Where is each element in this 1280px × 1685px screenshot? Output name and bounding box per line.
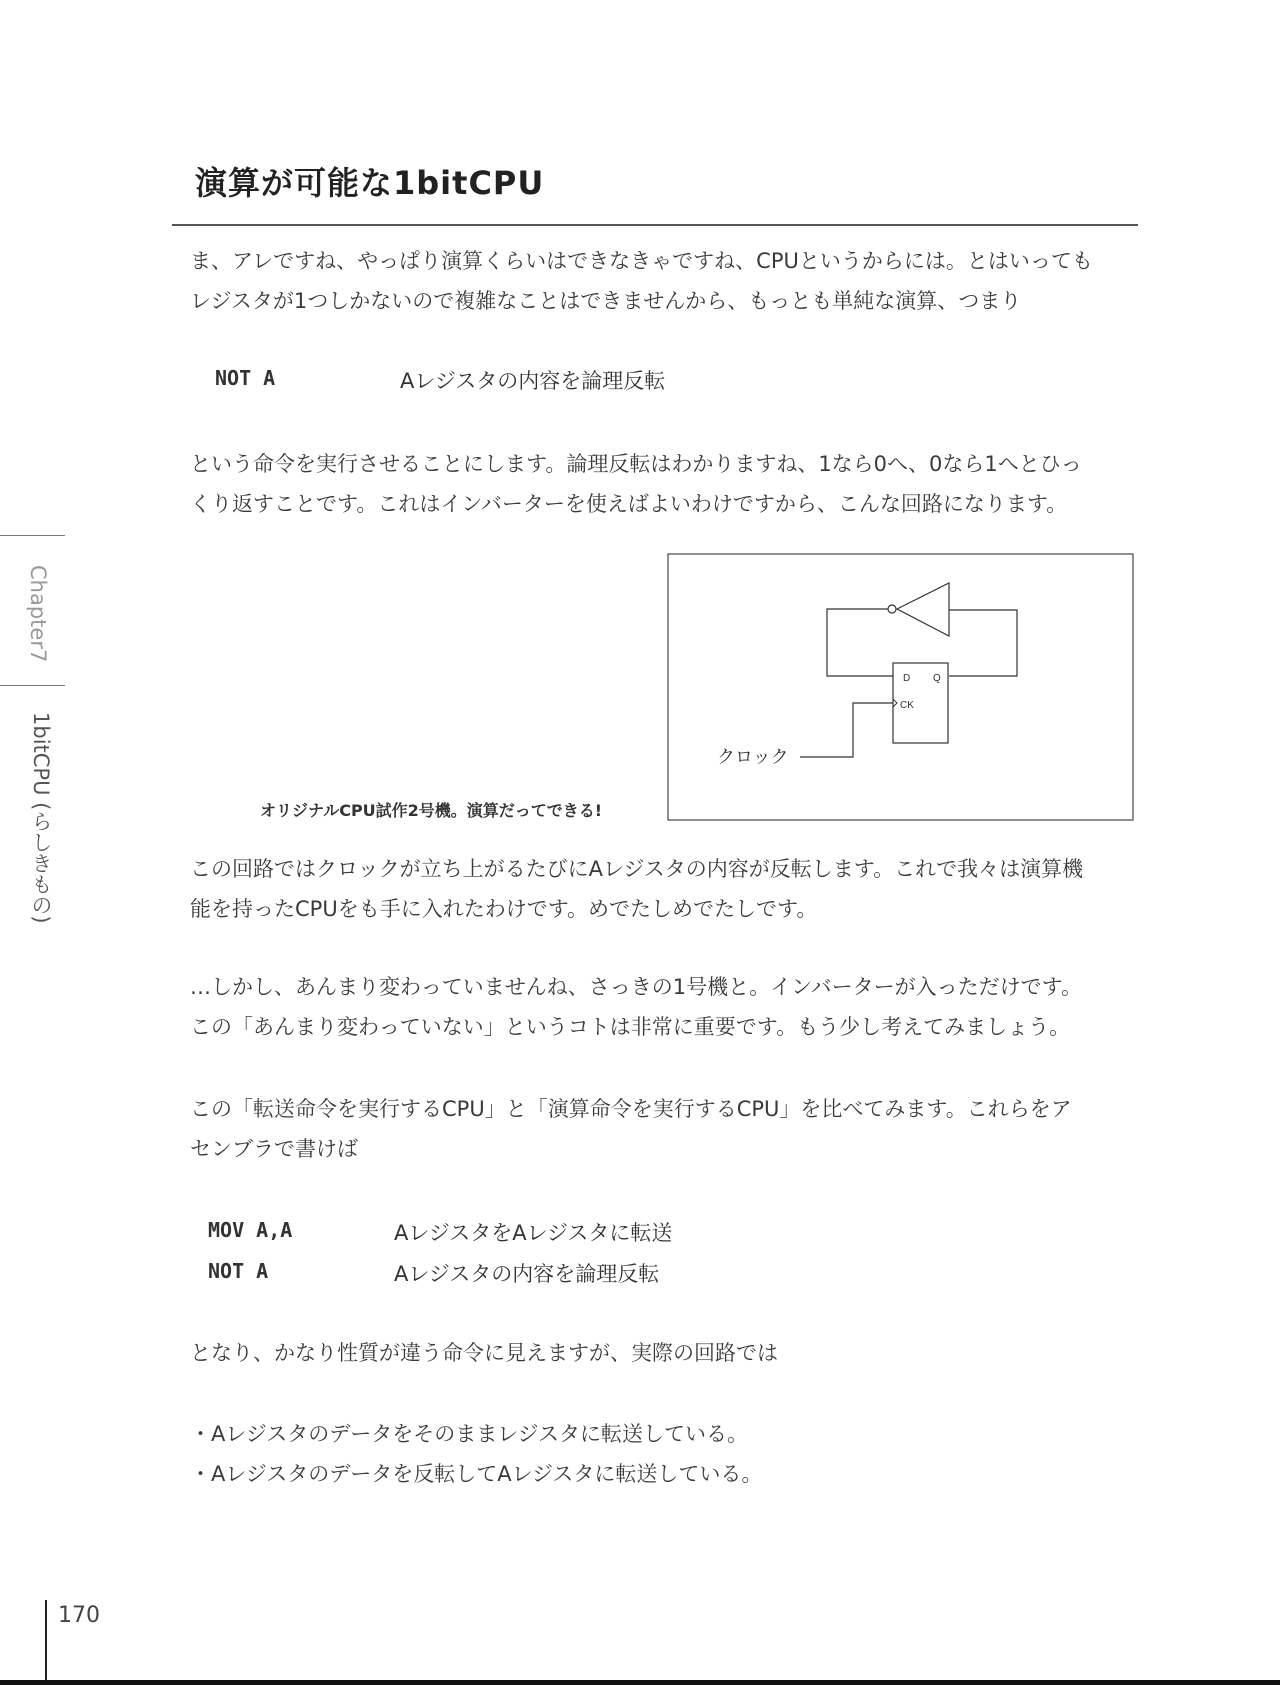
- label-d: D: [903, 673, 911, 684]
- label-clock: クロック: [717, 747, 789, 768]
- label-ck: CK: [900, 700, 914, 711]
- list-item: ・Aレジスタのデータをそのままレジスタに転送している。: [190, 1422, 749, 1446]
- code-description: AレジスタをAレジスタに転送: [394, 1221, 673, 1245]
- side-divider: [0, 535, 65, 536]
- bullet-list: [190, 1414, 762, 1494]
- side-divider: [0, 685, 65, 686]
- figure-frame: [668, 554, 1133, 820]
- text-line: 能を持ったCPUをも手に入れたわけです。めでたしめでたしです。: [190, 897, 818, 921]
- wire-inverter-to-d: [827, 609, 893, 676]
- page-edge-line: [45, 1600, 47, 1685]
- text-line: となり、かなり性質が違う命令に見えますが、実際の回路では: [190, 1341, 778, 1365]
- paragraph-5: [190, 1089, 1072, 1169]
- inverter-bubble: [888, 605, 896, 613]
- wire-q-to-inverter: [949, 610, 1017, 676]
- side-chapter: Chapter7: [26, 565, 50, 663]
- text-line: ま、アレですね、やっぱり演算くらいはできなきゃですね、CPUというからには。とはいっても: [190, 249, 1093, 273]
- side-chapter-title: 1bitCPU (らしきもの): [29, 712, 53, 924]
- code-description: Aレジスタの内容を論理反転: [400, 369, 666, 393]
- paragraph-6: [190, 1333, 778, 1373]
- text-line: という命令を実行させることにします。論理反転はわかりますね、1なら0へ、0なら1へとひっ: [190, 452, 1082, 476]
- inverter-icon: [897, 583, 949, 636]
- page-bottom-edge: [0, 1680, 1280, 1685]
- code-instruction: MOV A,A: [208, 1218, 293, 1242]
- wire-clock: [800, 703, 893, 757]
- page-number: 170: [58, 1603, 100, 1628]
- text-line: この「あんまり変わっていない」というコトは非常に重要です。もう少し考えてみましょう。: [190, 1015, 1071, 1039]
- paragraph-1: [190, 241, 1093, 321]
- text-line: この「転送命令を実行するCPU」と「演算命令を実行するCPU」を比べてみます。これらをア: [190, 1097, 1072, 1121]
- code-description: Aレジスタの内容を論理反転: [394, 1262, 660, 1286]
- figure-caption: オリジナルCPU試作2号機。演算だってできる!: [260, 801, 603, 820]
- code-instruction: NOT A: [208, 1259, 269, 1283]
- text-line: センブラで書けば: [190, 1137, 358, 1161]
- section-title: 演算が可能な1bitCPU: [195, 164, 545, 202]
- paragraph-4: [190, 967, 1082, 1047]
- paragraph-2: [190, 444, 1082, 524]
- list-item: ・Aレジスタのデータを反転してAレジスタに転送している。: [190, 1462, 763, 1486]
- text-line: くり返すことです。これはインバーターを使えばよいわけですから、こんな回路になります。: [190, 492, 1068, 516]
- code-instruction: NOT A: [215, 366, 276, 390]
- label-q: Q: [933, 673, 941, 684]
- title-rule: [172, 224, 1138, 226]
- text-line: この回路ではクロックが立ち上がるたびにAレジスタの内容が反転します。これで我々は演算機: [190, 857, 1084, 881]
- text-line: レジスタが1つしかないので複雑なことはできませんから、もっとも単純な演算、つまり: [190, 289, 1022, 313]
- paragraph-3: [190, 849, 1083, 929]
- circuit-diagram: [660, 550, 1140, 830]
- text-line: …しかし、あんまり変わっていませんね、さっきの1号機と。インバーターが入っただけです。: [190, 975, 1082, 999]
